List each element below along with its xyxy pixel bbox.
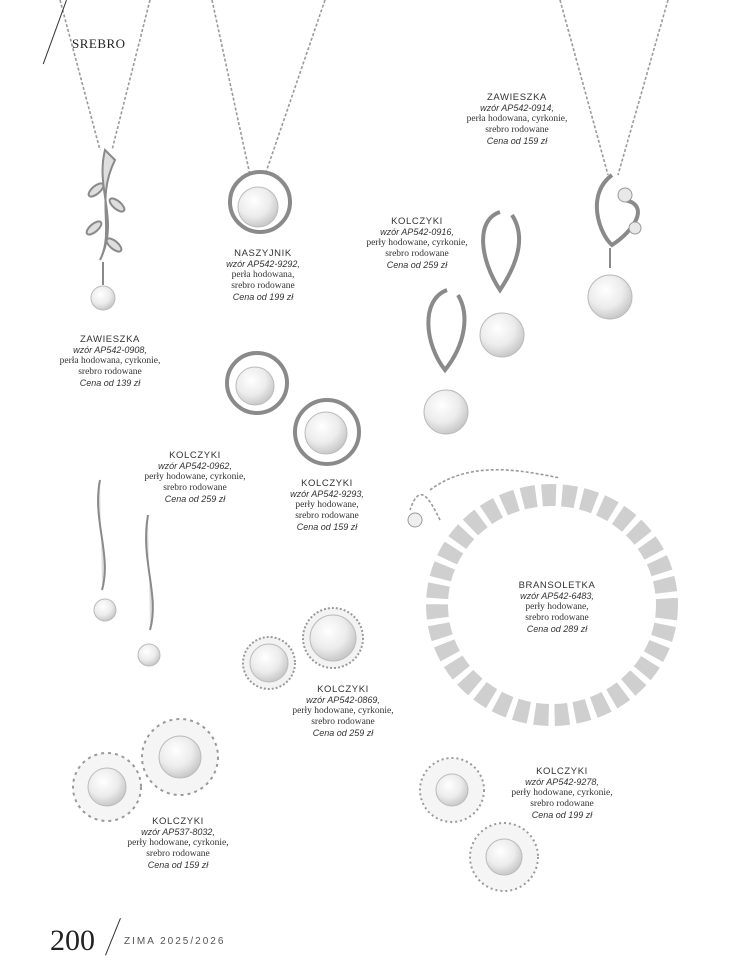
leaf-pendant-0908 — [85, 150, 127, 285]
product-desc-0916: KOLCZYKI wzór AP542-0916, perły hodowane, cyrkonie, srebro rodowane Cena od 259 zł — [366, 216, 468, 270]
product-desc-9293: KOLCZYKI wzór AP542-9293, perły hodowane, srebro rodowane Cena od 159 zł — [290, 478, 364, 532]
page-number: 200 — [50, 924, 95, 957]
product-desc-6483: BRANSOLETKA wzór AP542-6483, perły hodowane, srebro rodowane Cena od 289 zł — [518, 580, 596, 634]
product-desc-9292: NASZYJNIK wzór AP542-9292, perła hodowana, srebro rodowane Cena od 199 zł — [226, 248, 300, 302]
product-desc-0869: KOLCZYKI wzór AP542-0869, perły hodowane, cyrkonie, srebro rodowane Cena od 259 zł — [292, 684, 394, 738]
product-desc-0962: KOLCZYKI wzór AP542-0962, perły hodowane, cyrkonie, srebro rodowane Cena od 259 zł — [144, 450, 246, 504]
product-desc-9278: KOLCZYKI wzór AP542-9278, perły hodowane, cyrkonie, srebro rodowane Cena od 199 zł — [511, 766, 613, 820]
section-label: SREBRO — [72, 36, 126, 51]
product-desc-8032: KOLCZYKI wzór AP537-8032, perły hodowane, cyrkonie, srebro rodowane Cena od 159 zł — [127, 816, 229, 870]
product-desc-0914: ZAWIESZKA wzór AP542-0914, perła hodowana, cyrkonie, srebro rodowane Cena od 159 zł — [466, 92, 568, 146]
season-label: ZIMA 2025/2026 — [124, 936, 226, 947]
product-desc-0908: ZAWIESZKA wzór AP542-0908, perła hodowana, cyrkonie, srebro rodowane Cena od 139 zł — [59, 334, 161, 388]
